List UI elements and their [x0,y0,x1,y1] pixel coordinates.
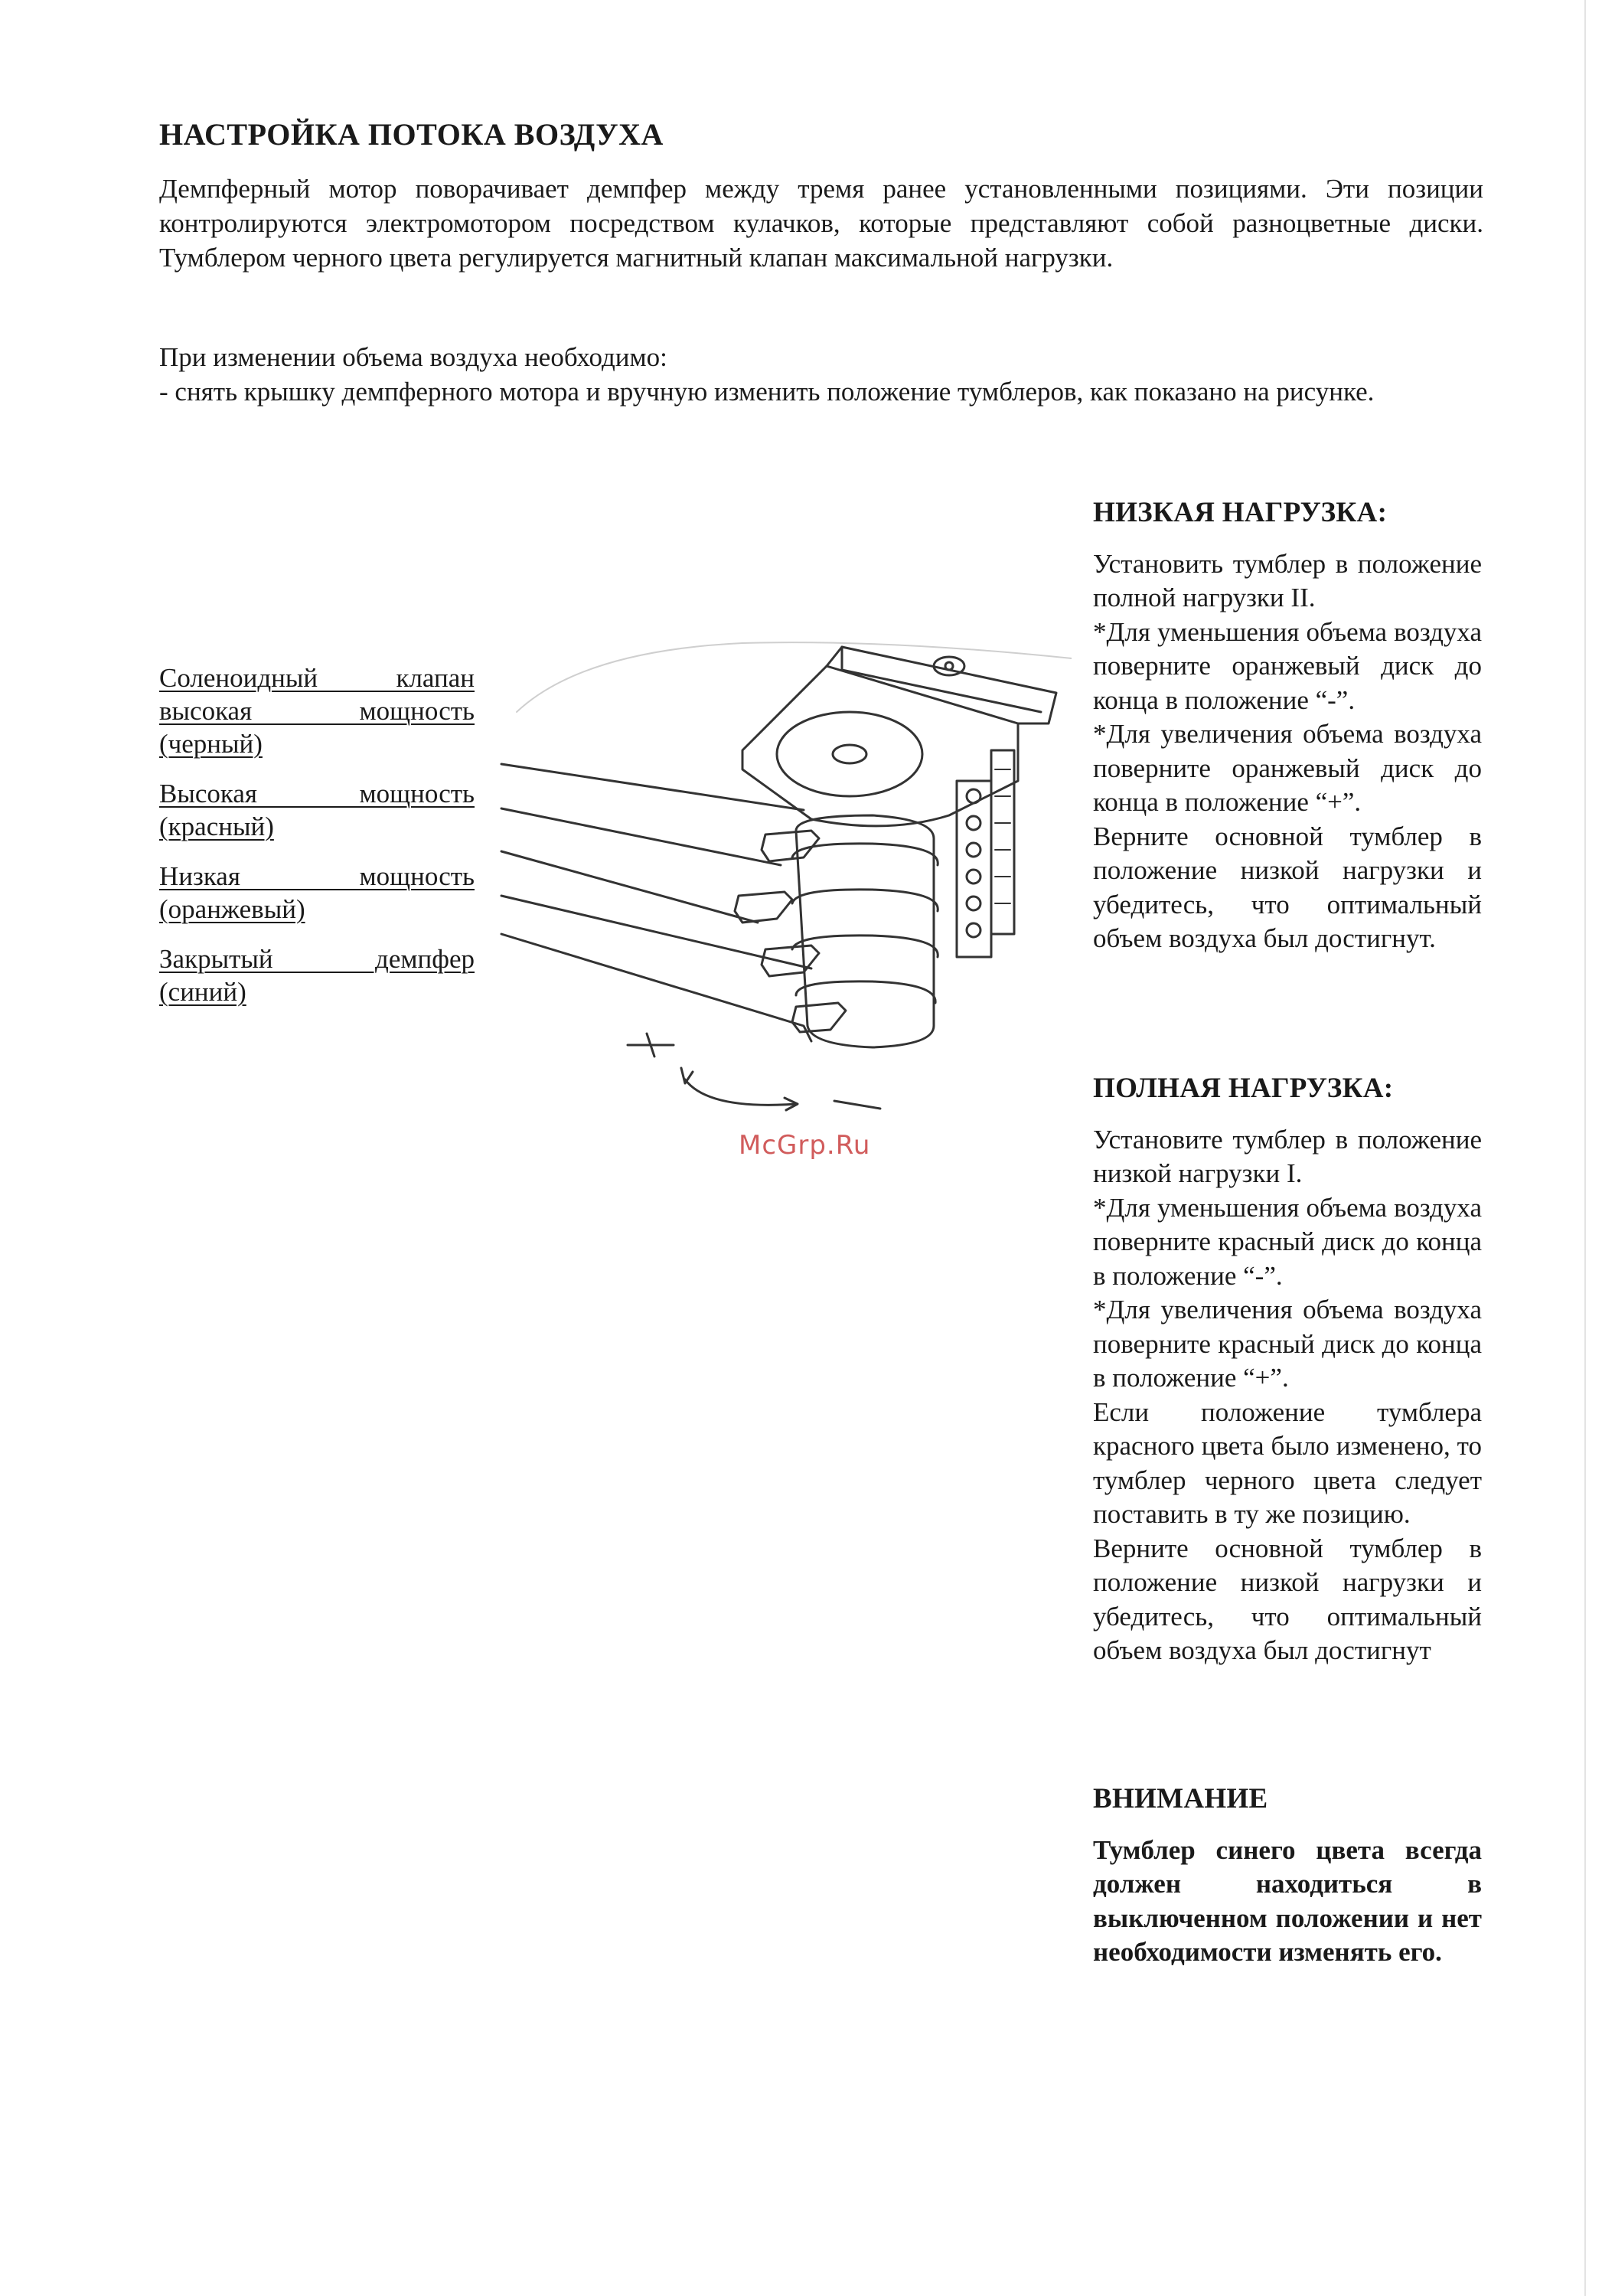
instructions-line-2: - снять крышку демпферного мотора и вручную изменить положение тумблеров, как показано на рисунке. [159,377,1375,407]
label-low-power: Низкая мощность (оранжевый) [159,861,475,924]
instructions-paragraph [159,340,1483,409]
warning-section [1093,1782,1482,1970]
intro-text-1: Демпферный мотор поворачивает демпфер между тремя ранее установленными позициями. Эти позиции контролируются электромотором посредством кулачков, которые представляют собой разноцветные диски. Тумблером черного цвета регулируется магнитный клапан максимальной нагрузки. [159,174,1483,273]
leader-line-closed [501,896,811,968]
mounting-ear [934,657,964,675]
warning-text: Тумблер синего цвета всегда должен находиться в выключенном положении и нет необходимости изменять его. [1093,1834,1482,1967]
disc-edge-2 [792,890,938,911]
disc-edge-3 [792,936,938,957]
low-load-heading: НИЗКАЯ НАГРУЗКА: [1093,497,1388,528]
low-load-step-2: *Для уменьшения объема воздуха поверните оранжевый диск до конца в положение “-”. [1093,616,1482,715]
cam-stack-body [796,815,934,1047]
diagram-labels [159,661,475,1025]
watermark: McGrp.Ru [739,1130,871,1161]
minus-mark-right [834,1101,880,1109]
cam-tab-blue [792,1003,846,1032]
low-load-step-4: Верните основной тумблер в положение низкой нагрузки и убедитесь, что оптимальный объем воздуха был достигнут. [1093,821,1482,953]
cam-tab-black [762,831,819,861]
leader-line-low [501,851,758,923]
rotation-arrow [685,1079,796,1105]
terminal-screws [967,789,980,937]
low-load-step-3: *Для увеличения объема воздуха поверните оранжевый диск до конца в положение “+”. [1093,719,1482,817]
label-solenoid-valve: Соленоидный клапан высокая мощность (черный) [159,663,475,759]
label-high-power: Высокая мощность (красный) [159,779,475,841]
low-load-step-1: Установить тумблер в положение полной нагрузки II. [1093,548,1482,612]
full-load-section [1093,1072,1482,1668]
full-load-step-1: Установите тумблер в положение низкой нагрузки I. [1093,1124,1482,1188]
warning-heading: ВНИМАНИЕ [1093,1783,1268,1814]
disc-edge-4 [796,981,935,1003]
top-disc [777,712,922,796]
full-load-step-4: Если положение тумблера красного цвета было изменено, то тумблер черного цвета следует поставить в ту же позицию. [1093,1396,1482,1529]
instructions-line-1: При изменении объема воздуха необходимо: [159,342,667,372]
leader-line-high [501,808,781,865]
mounting-hole [945,662,953,670]
leader-line-solenoid [501,764,804,810]
label-closed-damper: Закрытый демпфер (синий) [159,944,475,1007]
arrow-head-left [681,1068,693,1083]
full-load-step-5: Верните основной тумблер в положение низкой нагрузки и убедитесь, что оптимальный объем воздуха был достигнут [1093,1533,1482,1665]
full-load-step-3: *Для увеличения объема воздуха поверните красный диск до конца в положение “+”. [1093,1295,1482,1393]
low-load-section [1093,496,1482,956]
page-title: НАСТРОЙКА ПОТОКА ВОЗДУХА [159,117,664,152]
cam-tab-orange [762,946,819,976]
disc-edge-1 [792,844,938,865]
shaft-hole [833,745,866,763]
intro-paragraph [159,171,1483,275]
full-load-step-2: *Для уменьшения объема воздуха поверните красный диск до конца в положение “-”. [1093,1192,1482,1291]
damper-motor-diagram [490,628,1072,1164]
page-edge [1584,0,1586,2296]
full-load-heading: ПОЛНАЯ НАГРУЗКА: [1093,1073,1394,1104]
terminal-side [991,750,1014,934]
